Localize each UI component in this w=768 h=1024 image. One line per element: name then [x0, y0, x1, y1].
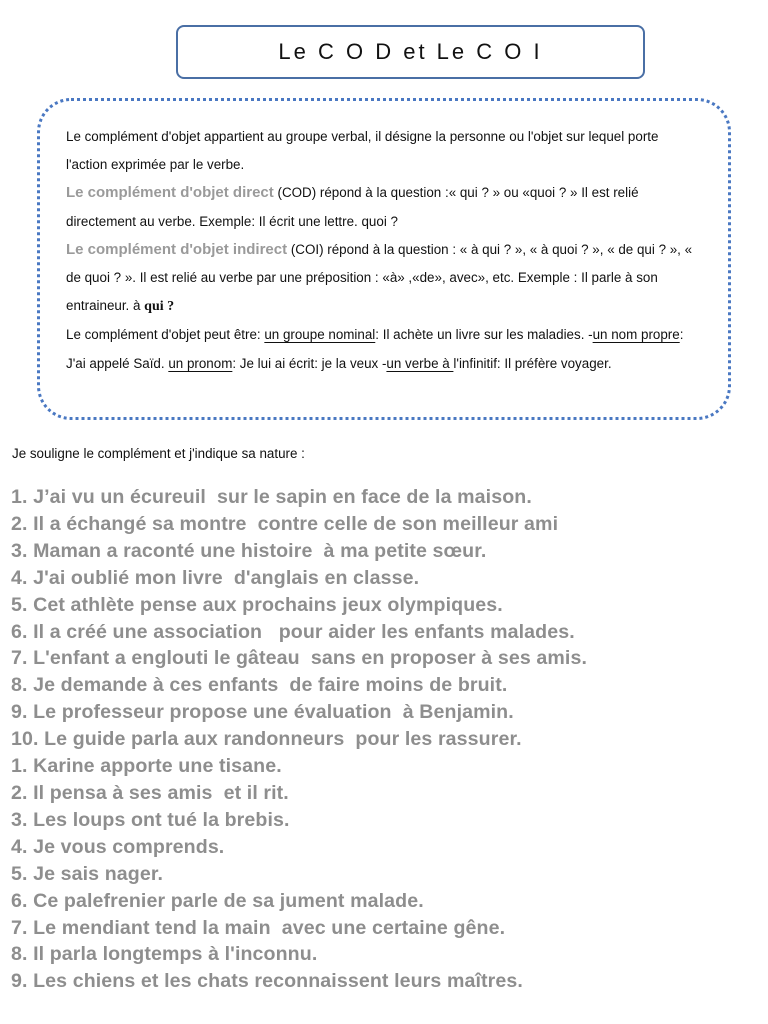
exercise-item: 6. Ce palefrenier parle de sa jument malade. [11, 889, 424, 912]
exercise-item: 8. Il parla longtemps à l'inconnu. [11, 943, 318, 966]
nature-lead: Le complément d'objet peut être: [66, 327, 265, 343]
coi-text: (COI) répond à la question : « à qui ? », « à quoi ? », « de qui ? », « de quoi ? ». Il est relié au verbe par une préposition : «à» ,«de», avec», etc. Exemple : Il parle à son entraineur. à [66, 241, 693, 314]
nature-pronom-text: : Je lui ai écrit: je la veux - [232, 355, 387, 371]
exercise-item: 4. J'ai oublié mon livre d'anglais en classe. [11, 566, 420, 589]
exercise-item: 4. Je vous comprends. [11, 835, 225, 858]
cod-term: Le complément d'objet direct [66, 184, 274, 202]
lesson-box [37, 98, 731, 420]
exercise-item: 2. Il a échangé sa montre contre celle de son meilleur ami [11, 512, 559, 535]
page-title-text: Le C O D et Le C O I [278, 39, 543, 64]
nature-nom-propre: un nom propre [592, 327, 680, 343]
nature-verbe-text: l'infinitif: Il préfère voyager. [453, 355, 612, 371]
exercise-item: 1. J’ai vu un écureuil sur le sapin en face de la maison. [11, 486, 532, 508]
exercise-item: 2. Il pensa à ses amis et il rit. [11, 781, 289, 804]
lesson-nature [66, 321, 702, 377]
nature-verbe: un verbe à [386, 355, 454, 371]
exercise-item: 10. Le guide parla aux randonneurs pour les rassurer. [11, 728, 522, 751]
nature-groupe-nominal: un groupe nominal [264, 327, 376, 343]
exercise-item: 7. L'enfant a englouti le gâteau sans en proposer à ses amis. [11, 647, 587, 670]
exercise-item: 3. Les loups ont tué la brebis. [11, 808, 290, 831]
exercise-instruction: Je souligne le complément et j'indique sa nature : [12, 446, 305, 461]
lesson-coi [66, 236, 702, 322]
coi-qui: qui ? [144, 299, 175, 315]
exercise-item: 7. Le mendiant tend la main avec une certaine gêne. [11, 916, 506, 939]
exercise-item: 1. Karine apporte une tisane. [11, 755, 282, 778]
exercise-item: 5. Cet athlète pense aux prochains jeux olympiques. [11, 593, 503, 616]
exercise-item: 9. Les chiens et les chats reconnaissent leurs maîtres. [11, 970, 523, 993]
exercise-item: 5. Je sais nager. [11, 862, 164, 885]
exercise-item: 9. Le professeur propose une évaluation à Benjamin. [11, 701, 514, 724]
exercise-item: 6. Il a créé une association pour aider les enfants malades. [11, 620, 575, 643]
cod-text: (COD) répond à la question :« qui ? » ou «quoi ? » Il est relié directement au verbe. Exemple: Il écrit une lettre. quoi ? [66, 185, 639, 229]
page-title [176, 25, 645, 79]
exercise-list [11, 484, 587, 995]
nature-nom-propre-text: : J'ai appelé Saïd. [66, 327, 684, 371]
exercise-item: 3. Maman a raconté une histoire à ma petite sœur. [11, 539, 487, 562]
nature-pronom: un pronom [168, 355, 233, 371]
coi-term: Le complément d'objet indirect [66, 240, 288, 258]
lesson-cod [66, 179, 702, 235]
exercise-item: 8. Je demande à ces enfants de faire moins de bruit. [11, 674, 508, 697]
nature-groupe-nominal-text: : Il achète un livre sur les maladies. - [375, 327, 593, 343]
lesson-intro: Le complément d'objet appartient au groupe verbal, il désigne la personne ou l'objet sur lequel porte l'action exprimée par le verbe. [66, 129, 659, 173]
